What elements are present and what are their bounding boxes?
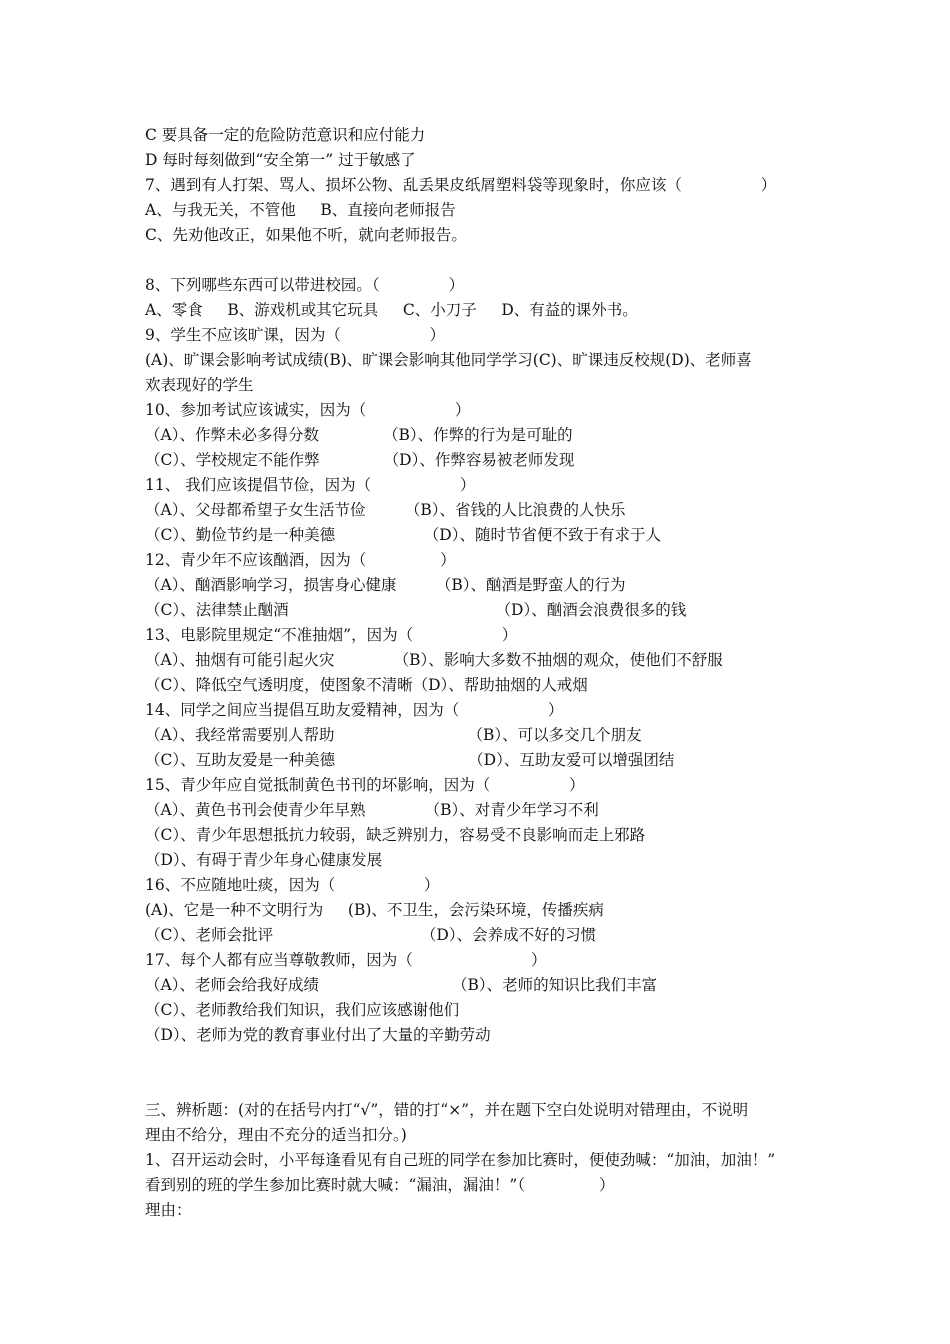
analysis-question-1-cont: 看到别的班的学生参加比赛时就大喊：“漏油，漏油！”（ ）	[145, 1176, 615, 1194]
question-12: 12、青少年不应该酗酒，因为（ ）	[145, 551, 456, 569]
reason-label: 理由：	[145, 1201, 192, 1219]
option-line: （C）、青少年思想抵抗力较弱，缺乏辨别力，容易受不良影响而走上邪路	[145, 826, 646, 844]
option-line: C、先劝他改正，如果他不听，就向老师报告。	[145, 226, 467, 244]
question-10: 10、参加考试应该诚实，因为（ ）	[145, 401, 471, 419]
section-heading: 三、辨析题：(对的在括号内打“√”，错的打“×”，并在题下空白处说明对错理由，不说明	[145, 1101, 749, 1119]
option-line: （A）、老师会给我好成绩 （B）、老师的知识比我们丰富	[145, 976, 658, 994]
question-15: 15、青少年应自觉抵制黄色书刊的坏影响，因为（ ）	[145, 776, 585, 794]
option-line: 欢表现好的学生	[145, 376, 254, 394]
option-line: （D）、老师为党的教育事业付出了大量的辛勤劳动	[145, 1026, 491, 1044]
option-line: （A）、父母都希望子女生活节俭 （B）、省钱的人比浪费的人快乐	[145, 501, 626, 519]
text-line: C 要具备一定的危险防范意识和应付能力	[145, 126, 426, 144]
question-13: 13、电影院里规定“不准抽烟”，因为（ ）	[145, 626, 518, 644]
option-line: （A）、作弊未必多得分数 （B）、作弊的行为是可耻的	[145, 426, 573, 444]
option-line: （C）、老师会批评 （D）、会养成不好的习惯	[145, 926, 597, 944]
option-line: （C）、降低空气透明度，使图象不清晰（D）、帮助抽烟的人戒烟	[145, 676, 588, 694]
option-line: （A）、酗酒影响学习，损害身心健康 （B）、酗酒是野蛮人的行为	[145, 576, 626, 594]
option-line: （C）、学校规定不能作弊 （D）、作弊容易被老师发现	[145, 451, 575, 469]
question-17: 17、每个人都有应当尊敬教师，因为（ ）	[145, 951, 547, 969]
question-8: 8、下列哪些东西可以带进校园。（ ）	[145, 276, 465, 294]
option-line: A、零食 B、游戏机或其它玩具 C、小刀子 D、有益的课外书。	[145, 301, 638, 319]
text-line: D 每时每刻做到“安全第一” 过于敏感了	[145, 151, 416, 169]
option-line: （A）、黄色书刊会使青少年早熟 （B）、对青少年学习不利	[145, 801, 599, 819]
question-7: 7、遇到有人打架、骂人、损坏公物、乱丢果皮纸屑塑料袋等现象时，你应该（ ）	[145, 176, 777, 194]
section-instructions: 理由不给分，理由不充分的适当扣分。)	[145, 1126, 407, 1144]
option-line: （C）、法律禁止酗酒 （D）、酗酒会浪费很多的钱	[145, 601, 687, 619]
option-line: (A)、它是一种不文明行为 (B)、不卫生，会污染环境，传播疾病	[145, 901, 604, 919]
question-16: 16、不应随地吐痰，因为（ ）	[145, 876, 440, 894]
question-11: 11、 我们应该提倡节俭，因为（ ）	[145, 476, 476, 494]
option-line: （C）、互助友爱是一种美德 （D）、互助友爱可以增强团结	[145, 751, 675, 769]
question-14: 14、同学之间应当提倡互助友爱精神，因为（ ）	[145, 701, 564, 719]
option-line: （C）、老师教给我们知识，我们应该感谢他们	[145, 1001, 460, 1019]
option-line: （C）、勤俭节约是一种美德 （D）、随时节省便不致于有求于人	[145, 526, 661, 544]
option-line: (A)、旷课会影响考试成绩(B)、旷课会影响其他同学学习(C)、旷课违反校规(D)、老师喜	[145, 351, 752, 369]
option-line: （A）、抽烟有可能引起火灾 （B）、影响大多数不抽烟的观众，使他们不舒服	[145, 651, 723, 669]
option-line: （A）、我经常需要别人帮助 （B）、可以多交几个朋友	[145, 726, 642, 744]
option-line: A、与我无关，不管他 B、直接向老师报告	[145, 201, 456, 219]
question-9: 9、学生不应该旷课，因为（ ）	[145, 326, 446, 344]
option-line: （D）、有碍于青少年身心健康发展	[145, 851, 383, 869]
analysis-question-1: 1、召开运动会时，小平每逢看见有自己班的同学在参加比赛时，便使劲喊：“加油，加油！”	[145, 1151, 776, 1169]
